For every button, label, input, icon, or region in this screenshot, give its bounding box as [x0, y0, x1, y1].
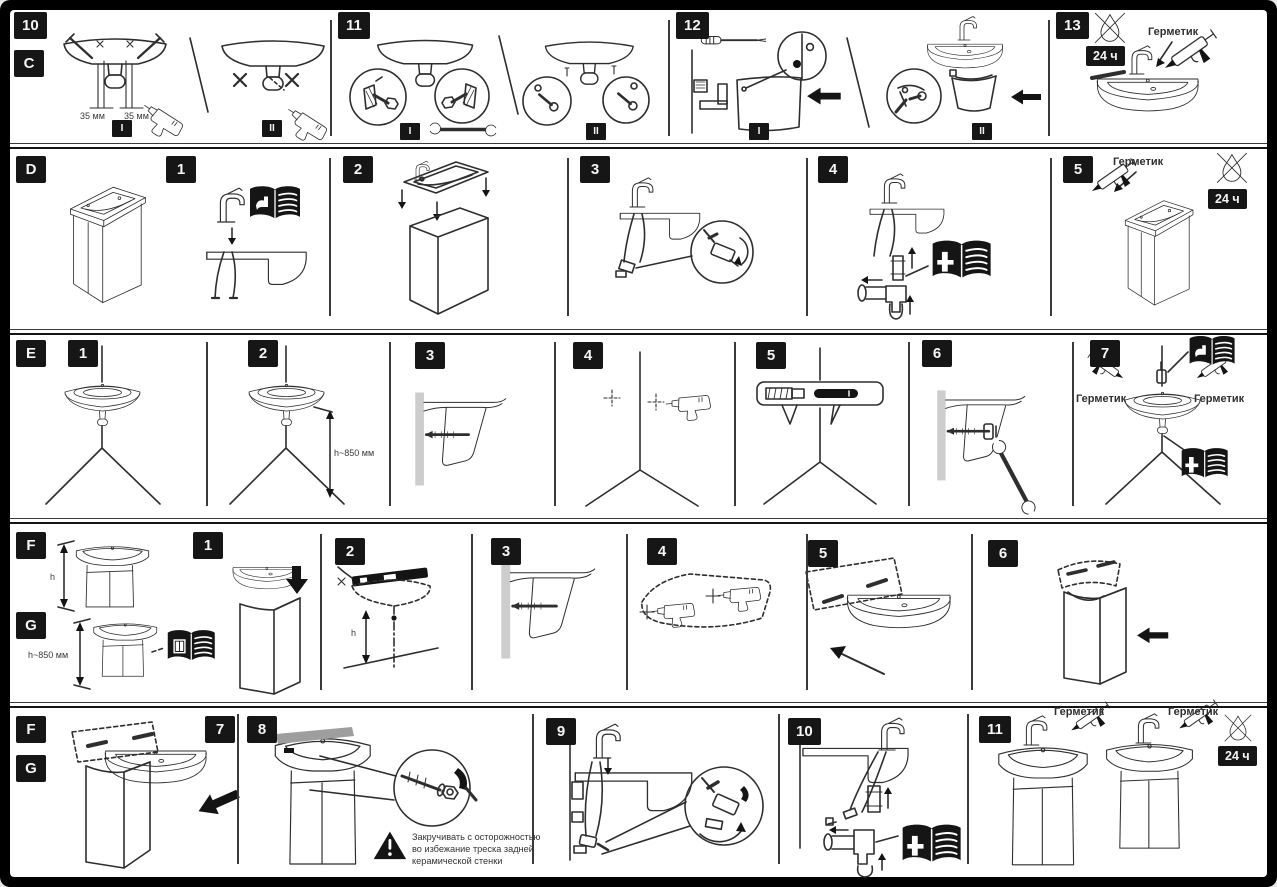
column-divider	[626, 534, 628, 690]
diagram-f-intro	[58, 541, 149, 611]
sealant-label: Герметик	[1054, 706, 1105, 718]
diagram-e-3	[415, 392, 506, 485]
step-badge-e5: 5	[756, 342, 786, 369]
diagram-fg-9	[570, 724, 763, 860]
column-divider	[668, 20, 670, 136]
sealant-label: Герметик	[1113, 156, 1164, 168]
step-badge-d5: 5	[1063, 156, 1093, 183]
height-label-850: h~850 мм	[334, 448, 375, 458]
variant-badge-ii: II	[262, 120, 282, 137]
column-divider	[971, 534, 973, 690]
height-label-h: h	[50, 572, 56, 582]
column-divider	[567, 158, 569, 316]
step-badge-fg5: 5	[808, 540, 838, 567]
step-badge-d1: 1	[166, 156, 196, 183]
diagram-e-6	[937, 390, 1041, 519]
diagram-fg-5	[806, 558, 950, 674]
step-badge-13: 13	[1056, 12, 1089, 39]
column-divider	[1048, 20, 1050, 136]
variant-badge-i: I	[749, 123, 769, 140]
step-badge-e4: 4	[573, 342, 603, 369]
sealant-label: Герметик	[1148, 26, 1199, 38]
column-divider	[329, 158, 331, 316]
diagram-d-1	[207, 186, 306, 298]
diagram-12-variant-i	[692, 32, 841, 133]
column-divider	[734, 342, 736, 506]
column-divider	[967, 714, 969, 864]
step-badge-e2: 2	[248, 340, 278, 367]
diagram-11-variant-ii	[523, 42, 649, 125]
cure-time-badge: 24 ч	[1218, 746, 1257, 766]
column-divider	[330, 20, 332, 136]
diagram-e-4	[586, 352, 711, 506]
step-badge-10: 10	[14, 12, 47, 39]
diagram-12-variant-ii	[887, 17, 1041, 124]
diagram-d-intro	[70, 187, 145, 302]
diagram-fg-1	[233, 566, 308, 694]
diagram-fg-11	[999, 700, 1251, 865]
diagram-fg-2	[338, 567, 438, 668]
diagram-e-1	[46, 346, 160, 504]
column-divider	[908, 342, 910, 506]
column-divider	[778, 714, 780, 864]
diagram-fg-10	[800, 718, 961, 877]
diagram-fg-6	[1058, 561, 1168, 684]
column-divider	[206, 342, 208, 506]
sealant-label: Герметик	[1168, 706, 1219, 718]
step-badge-fg1: 1	[193, 532, 223, 559]
column-divider	[320, 534, 322, 690]
section-badge-g2: G	[16, 755, 46, 782]
step-badge-fg9: 9	[546, 718, 576, 745]
column-divider	[554, 342, 556, 506]
section-badge-d: D	[16, 156, 46, 183]
step-badge-e1: 1	[68, 340, 98, 367]
step-badge-fg11: 11	[979, 716, 1011, 743]
section-badge-f: F	[16, 532, 46, 559]
step-badge-d3: 3	[580, 156, 610, 183]
diagram-fg-7	[72, 722, 242, 868]
column-divider	[389, 342, 391, 506]
step-badge-e6: 6	[922, 340, 952, 367]
variant-badge-i: I	[400, 123, 420, 140]
sealant-label: Герметик	[1076, 393, 1127, 405]
step-badge-11: 11	[338, 12, 370, 39]
warning-line-3: керамической стенки	[412, 855, 503, 866]
step-badge-e3: 3	[415, 342, 445, 369]
section-badge-c: C	[14, 50, 44, 77]
step-badge-d4: 4	[818, 156, 848, 183]
diagram-d-4	[858, 174, 991, 319]
diagram-11-variant-i	[350, 41, 499, 136]
step-badge-d2: 2	[343, 156, 373, 183]
column-divider	[237, 714, 239, 864]
diagram-fg-3	[501, 563, 594, 659]
height-label-850: h~850 мм	[28, 650, 69, 660]
cure-time-badge: 24 ч	[1086, 46, 1125, 66]
diagram-d-5	[1090, 153, 1247, 305]
step-badge-fg8: 8	[247, 716, 277, 743]
column-divider	[471, 534, 473, 690]
step-badge-fg10: 10	[788, 718, 821, 745]
step-badge-12: 12	[676, 12, 709, 39]
step-badge-fg6: 6	[988, 540, 1018, 567]
height-label-h: h	[351, 628, 357, 638]
depth-label-35mm: 35 мм	[80, 111, 105, 121]
diagram-g-intro	[74, 619, 215, 689]
diagram-fg-4	[640, 574, 770, 627]
column-divider	[1072, 342, 1074, 506]
warning-note	[412, 832, 544, 867]
warning-line-2: во избежание треска задней	[412, 843, 534, 854]
column-divider	[806, 158, 808, 316]
diagram-d-2	[398, 161, 490, 314]
step-badge-fg7: 7	[205, 716, 235, 743]
diagram-e-2	[230, 346, 344, 504]
sealant-label: Герметик	[1194, 393, 1245, 405]
step-badge-fg3: 3	[491, 538, 521, 565]
row-divider	[10, 329, 1267, 335]
cure-time-badge: 24 ч	[1208, 189, 1247, 209]
warning-line-1: Закручивать с осторожностью	[412, 832, 541, 842]
variant-badge-ii: II	[972, 123, 992, 140]
row-divider	[10, 143, 1267, 149]
section-badge-f2: F	[16, 716, 46, 743]
section-badge-e: E	[16, 340, 46, 367]
step-badge-fg2: 2	[335, 538, 365, 565]
depth-label-35mm: 35 мм	[124, 111, 149, 121]
step-badge-e7: 7	[1090, 340, 1120, 367]
column-divider	[1050, 158, 1052, 316]
step-badge-fg4: 4	[647, 538, 677, 565]
diagram-e-5	[757, 348, 883, 504]
section-badge-g: G	[16, 612, 46, 639]
variant-badge-i: I	[112, 120, 132, 137]
variant-badge-ii: II	[586, 123, 606, 140]
row-divider	[10, 518, 1267, 524]
diagram-d-3	[616, 178, 753, 283]
